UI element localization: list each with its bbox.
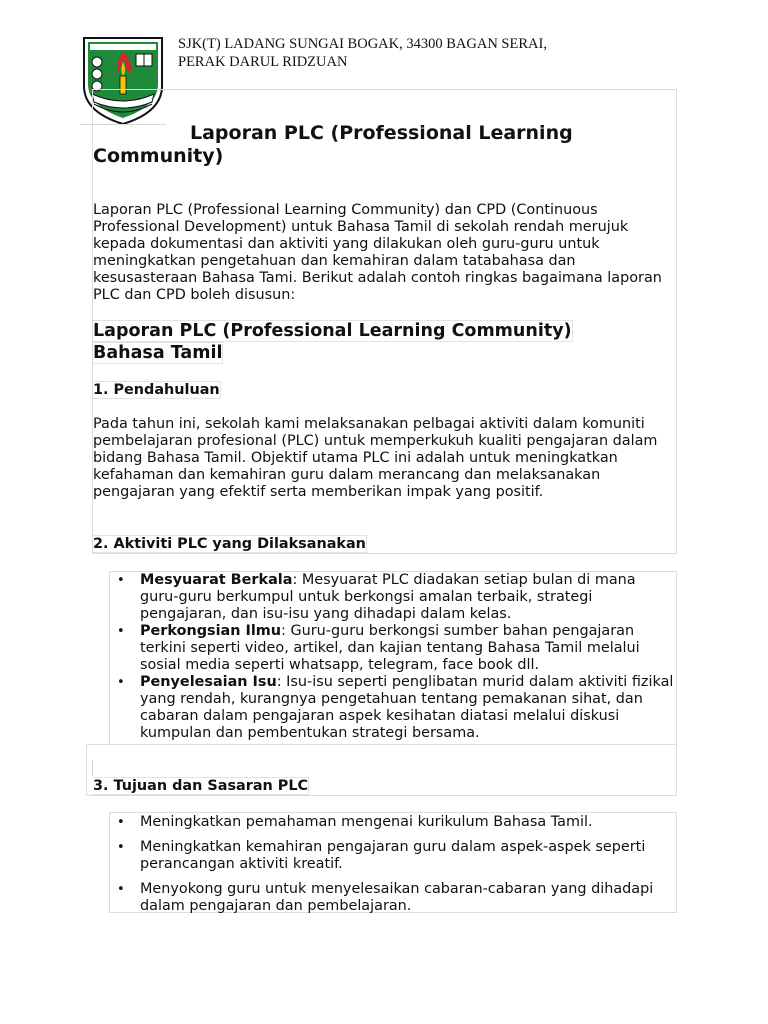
activity-term: Perkongsian Ilmu xyxy=(140,623,282,639)
document-title-text: Laporan PLC (Professional Learning Community) xyxy=(93,122,573,167)
list-item: • Meningkatkan pemahaman mengenai kurikulum Bahasa Tamil. xyxy=(110,814,676,831)
intro-paragraph: Laporan PLC (Professional Learning Community) dan CPD (Continuous Professional Development) untuk Bahasa Tamil di sekolah rendah merujuk kepada dokumentasi dan aktiviti yang dilakukan oleh guru-guru untuk meningkatkan pengetahuan dan kemahiran dalam tatabahasa dan kesusasteraan Bahasa Tami. Berikut adalah contoh ringkas bagaimana laporan PLC dan CPD boleh disusun: xyxy=(93,202,662,303)
list-item xyxy=(110,623,676,674)
section3-heading-text: 3. Tujuan dan Sasaran PLC xyxy=(93,778,309,794)
section1-paragraph: Pada tahun ini, sekolah kami melaksanakan pelbagai aktiviti dalam komuniti pembelajaran profesional (PLC) untuk memperkukuh kualiti pengajaran dalam bidang Bahasa Tamil. Objektif utama PLC ini adalah untuk meningkatkan kefahaman dan kemahiran guru dalam merancang dan melaksanakan pengajaran yang efektif serta memberikan impak yang positif. xyxy=(93,416,658,500)
activity-text: : Mesyuarat PLC diadakan setiap bulan di mana guru-guru berkumpul untuk berkongsi amalan terbaik, strategi pengajaran, dan isu-isu yang dihadapi dalam kelas. xyxy=(140,572,636,622)
goal-list xyxy=(110,814,676,923)
school-address xyxy=(178,35,698,71)
section2-heading xyxy=(93,535,367,553)
report-heading-line1: Laporan PLC (Professional Learning Community) xyxy=(93,321,572,341)
activity-text: : Isu-isu seperti penglibatan murid dalam aktiviti fizikal yang rendah, kurangnya pengetahuan tentang pemakanan sihat, dan cabaran dalam pengajaran aspek kesihatan diatasi melalui diskusi kumpulan dan pembentukan strategi bersama. xyxy=(140,674,674,741)
activity-text: : Guru-guru berkongsi sumber bahan pengajaran terkini seperti video, artikel, dan kajian tentang Bahasa Tamil melalui sosial media seperti whatsapp, telegram, face book dll. xyxy=(140,623,640,673)
activity-term: Penyelesaian Isu xyxy=(140,674,277,690)
list-item xyxy=(110,674,676,742)
school-address-line1: SJK(T) LADANG SUNGAI BOGAK, 34300 BAGAN SERAI, xyxy=(178,36,547,52)
document-title xyxy=(93,122,633,168)
report-heading-line2: Bahasa Tamil xyxy=(93,343,223,363)
section1-heading-text: 1. Pendahuluan xyxy=(93,382,220,398)
section2-heading-text: 2. Aktiviti PLC yang Dilaksanakan xyxy=(93,536,366,552)
report-heading xyxy=(93,320,653,364)
section1-heading xyxy=(93,381,221,399)
list-item: • Meningkatkan kemahiran pengajaran guru dalam aspek-aspek seperti perancangan aktiviti kreatif. xyxy=(110,839,676,873)
list-item: • Menyokong guru untuk menyelesaikan cabaran-cabaran yang dihadapi dalam pengajaran dan pembelajaran. xyxy=(110,881,676,915)
activity-term: Mesyuarat Berkala xyxy=(140,572,293,588)
section3-heading xyxy=(93,777,309,795)
list-item xyxy=(110,572,676,623)
frame-tick xyxy=(92,760,93,776)
activity-list xyxy=(110,572,676,742)
school-address-line2: PERAK DARUL RIDZUAN xyxy=(178,54,348,70)
